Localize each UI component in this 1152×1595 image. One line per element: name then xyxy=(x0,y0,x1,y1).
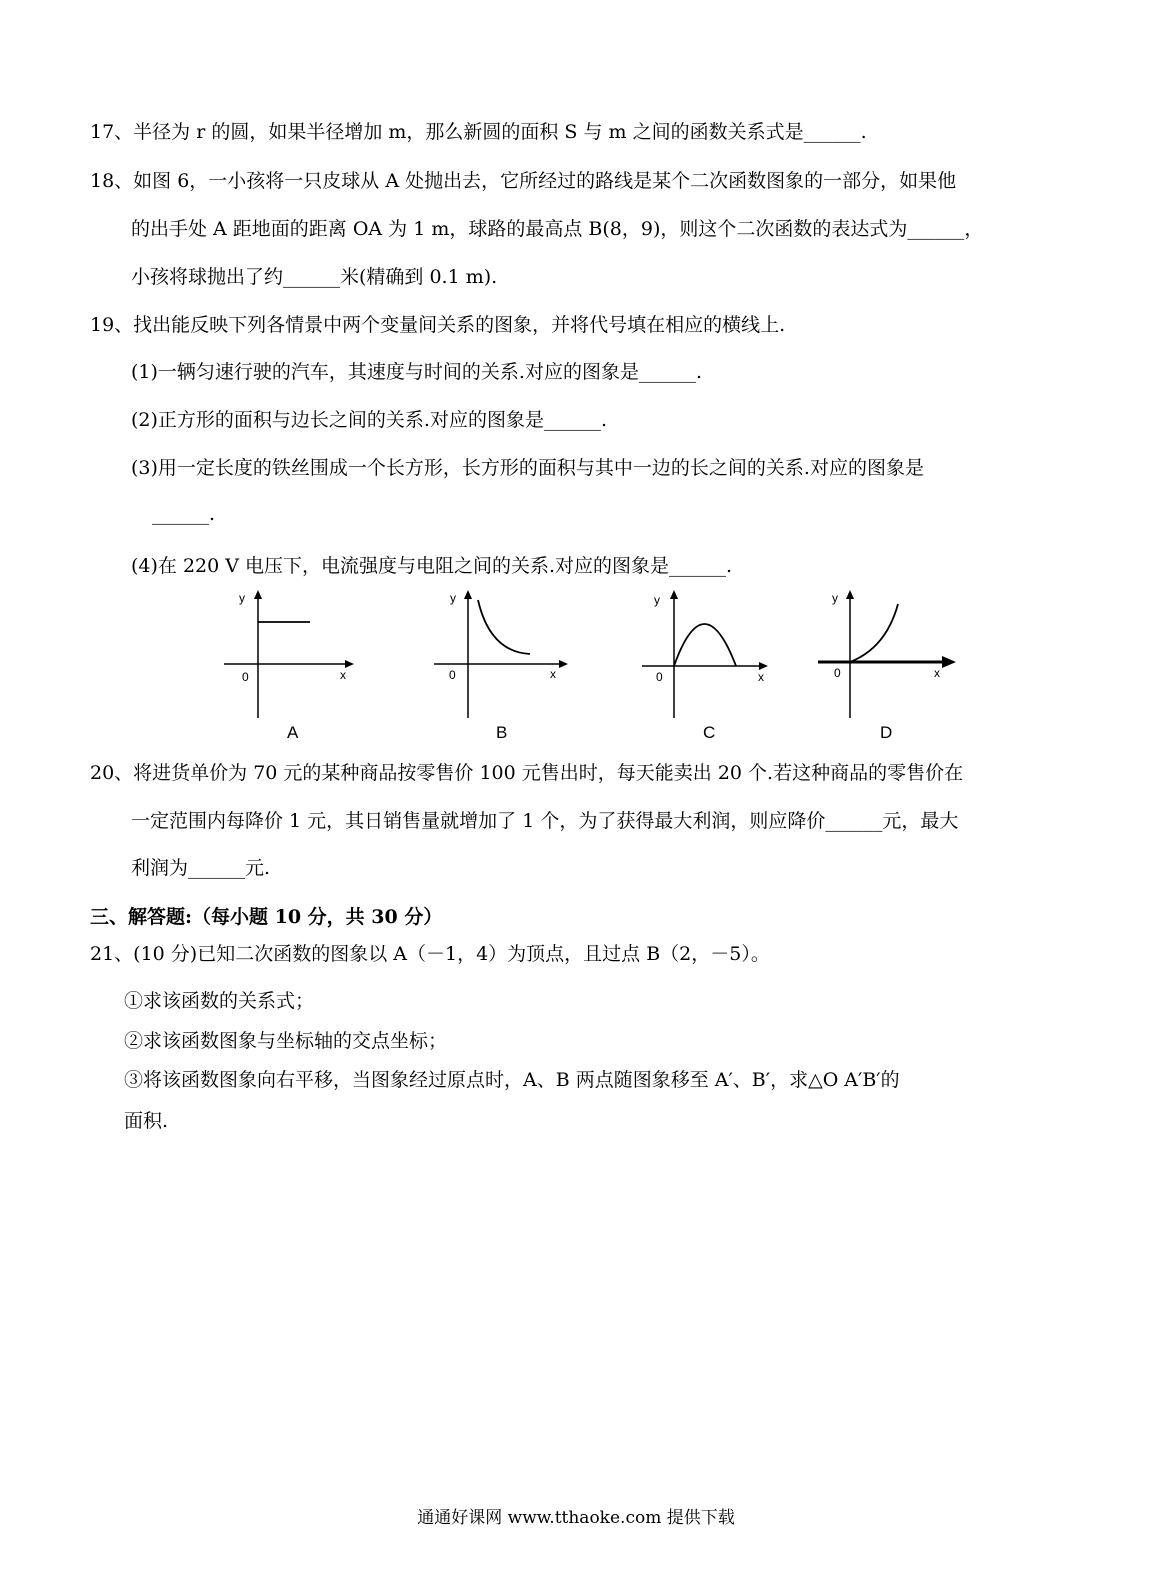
graph-d-y-arrow xyxy=(846,590,854,599)
graph-a xyxy=(222,586,362,721)
graph-c-curve xyxy=(674,624,736,666)
question-19-part-1: (1)一辆匀速行驶的汽车，其速度与时间的关系.对应的图象是______. xyxy=(131,361,702,383)
graph-a-x-label: x xyxy=(340,668,346,682)
question-18-line-3: 小孩将球抛出了约______米(精确到 0.1 m). xyxy=(131,266,498,288)
question-19-part-3-blank: ______. xyxy=(152,503,216,525)
question-21-part-3: ③将该函数图象向右平移，当图象经过原点时，A、B 两点随图象移至 A′、B′，求△O A′B′的 xyxy=(124,1069,900,1091)
graph-d-caption: D xyxy=(880,723,893,742)
graph-c-caption: C xyxy=(703,723,716,742)
graph-c-y-arrow xyxy=(670,590,678,599)
graph-b xyxy=(432,586,572,721)
graph-b-x-label: x xyxy=(550,667,556,681)
question-20-line-3: 利润为______元. xyxy=(131,857,271,879)
question-20-line-1: 20、将进货单价为 70 元的某种商品按零售价 100 元售出时，每天能卖出 20 个.若这种商品的零售价在 xyxy=(90,762,964,784)
graph-b-x-arrow xyxy=(559,660,568,668)
graph-b-y-arrow xyxy=(464,590,472,599)
graph-d-origin-label: 0 xyxy=(834,666,841,680)
graph-c-y-label: y xyxy=(654,593,660,607)
graph-c-x-arrow xyxy=(759,662,768,670)
graph-c-origin-label: 0 xyxy=(656,670,663,684)
graph-c xyxy=(640,586,780,721)
graph-d-x-arrow xyxy=(942,656,956,668)
graph-d-x-label: x xyxy=(934,666,940,680)
graph-d-y-label: y xyxy=(832,591,838,605)
graph-b-y-label: y xyxy=(450,591,456,605)
graph-a-y-label: y xyxy=(239,591,245,605)
question-17: 17、半径为 r 的圆，如果半径增加 m，那么新圆的面积 S 与 m 之间的函数关系式是______. xyxy=(90,121,867,143)
question-21-part-1: ①求该函数的关系式； xyxy=(124,990,315,1012)
graph-b-curve xyxy=(478,600,530,654)
graph-a-caption: A xyxy=(287,723,299,742)
graph-a-y-arrow xyxy=(254,590,262,599)
question-18-line-2: 的出手处 A 距地面的距离 OA 为 1 m，球路的最高点 B(8，9)，则这个二次函数的表达式为______， xyxy=(131,218,984,240)
graph-d-curve xyxy=(850,604,898,662)
question-19-part-4: (4)在 220 V 电压下，电流强度与电阻之间的关系.对应的图象是______. xyxy=(131,555,733,577)
question-19-part-3: (3)用一定长度的铁丝围成一个长方形，长方形的面积与其中一边的长之间的关系.对应的图象是 xyxy=(131,457,924,479)
graph-b-caption: B xyxy=(496,723,508,742)
page-footer: 通通好课网 www.tthaoke.com 提供下载 xyxy=(417,1508,735,1528)
graph-a-x-arrow xyxy=(345,660,354,668)
graph-d xyxy=(816,586,966,721)
question-19-part-2: (2)正方形的面积与边长之间的关系.对应的图象是______. xyxy=(131,409,607,431)
question-21-part-3-cont: 面积. xyxy=(124,1110,169,1132)
question-21-part-2: ②求该函数图象与坐标轴的交点坐标； xyxy=(124,1030,448,1052)
graph-a-origin-label: 0 xyxy=(242,670,249,684)
section-3-heading: 三、解答题:（每小题 10 分，共 30 分） xyxy=(90,906,443,928)
question-18-line-1: 18、如图 6，一小孩将一只皮球从 A 处抛出去，它所经过的路线是某个二次函数图象的一部分，如果他 xyxy=(90,170,957,192)
graph-c-x-label: x xyxy=(758,670,764,684)
question-19: 19、找出能反映下列各情景中两个变量间关系的图象，并将代号填在相应的横线上. xyxy=(90,314,786,336)
question-21: 21、(10 分)已知二次函数的图象以 A（－1，4）为顶点，且过点 B（2，－5）。 xyxy=(90,943,770,965)
question-20-line-2: 一定范围内每降价 1 元，其日销售量就增加了 1 个，为了获得最大利润，则应降价______元，最大 xyxy=(131,810,959,832)
graph-b-origin-label: 0 xyxy=(449,668,456,682)
